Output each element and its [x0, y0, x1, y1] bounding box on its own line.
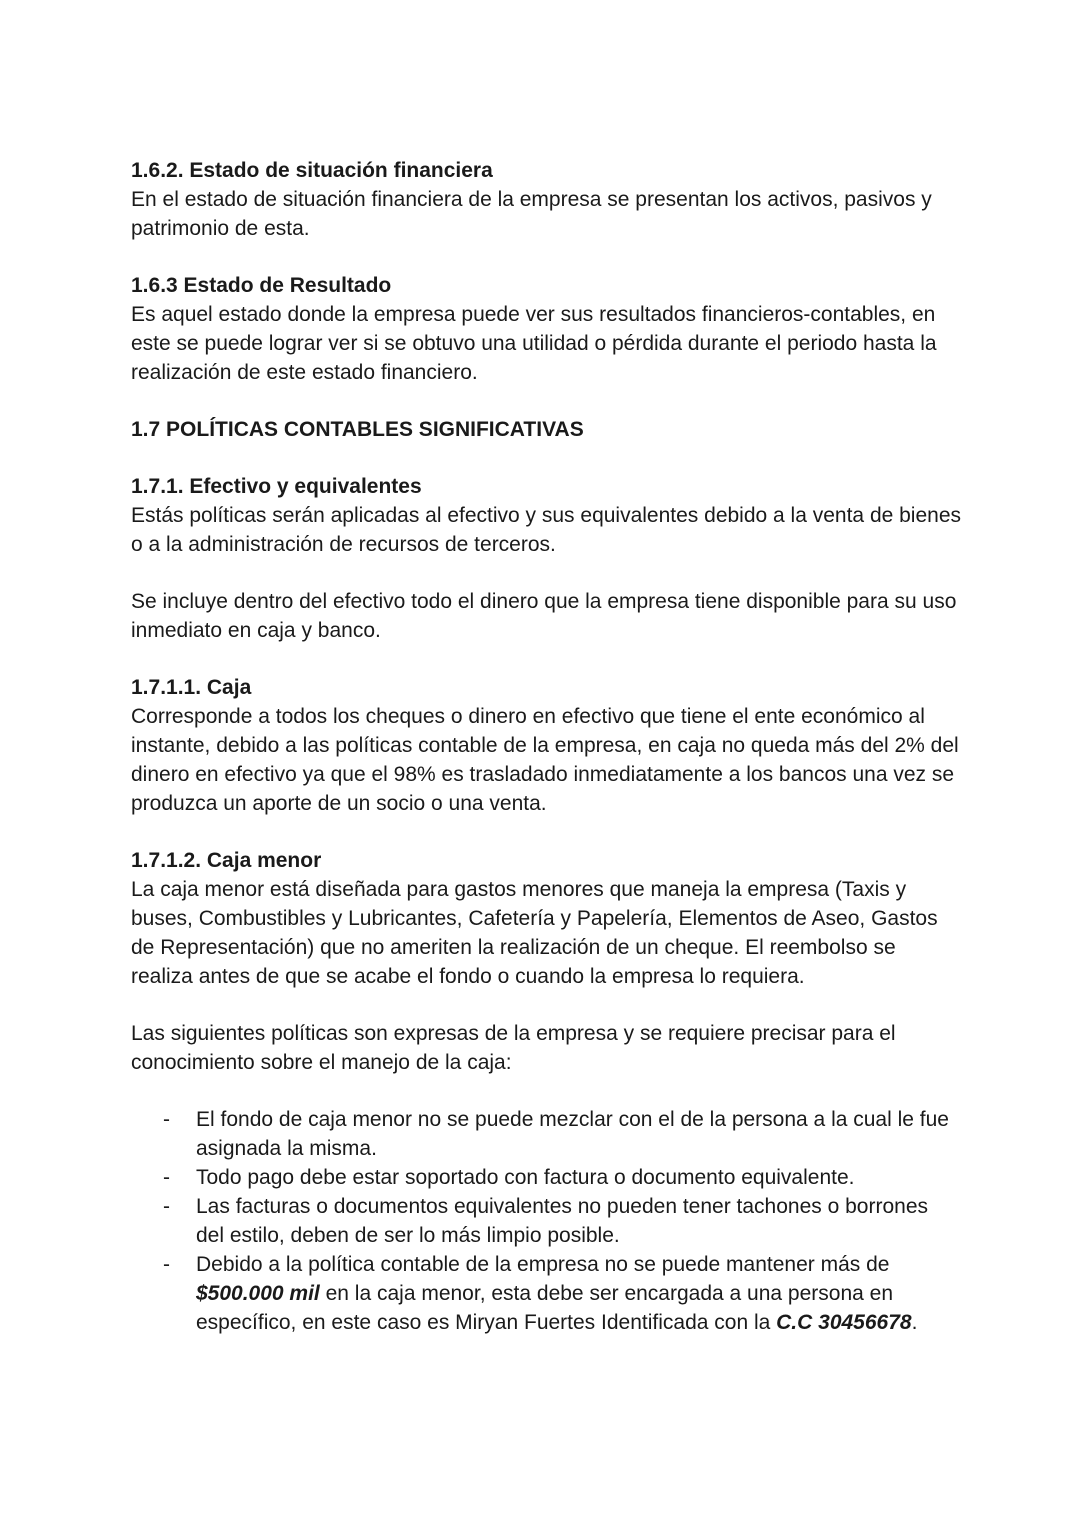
policy-list	[131, 1105, 961, 1337]
paragraph-1-7-1-b: Se incluye dentro del efectivo todo el dinero que la empresa tiene disponible para su uso inmediato en caja y banco.	[131, 590, 957, 642]
bullet-dash: -	[163, 1166, 170, 1189]
bullet-dash: -	[163, 1108, 170, 1131]
heading-1-6-3: 1.6.3 Estado de Resultado	[131, 274, 392, 297]
list-item-text-part3: .	[911, 1311, 918, 1334]
list-item-text-part2: en la caja menor, esta debe ser encargada a una persona en específico, en este caso es Miryan Fuertes Identificada con la	[196, 1282, 893, 1334]
list-item-text: Las facturas o documentos equivalentes no pueden tener tachones o borrones del estilo, deben de ser lo más limpio posible.	[196, 1195, 928, 1247]
list-item-text-part1: Debido a la política contable de la empresa no se puede mantener más de	[196, 1253, 890, 1276]
heading-1-7-1: 1.7.1. Efectivo y equivalentes	[131, 475, 422, 498]
list-item	[163, 1192, 961, 1250]
bullet-dash: -	[163, 1253, 170, 1276]
list-item	[163, 1250, 961, 1337]
list-item-text: Todo pago debe estar soportado con factura o documento equivalente.	[196, 1166, 855, 1189]
paragraph-1-7-1-1: Corresponde a todos los cheques o dinero en efectivo que tiene el ente económico al instante, debido a las políticas contable de la empresa, en caja no queda más del 2% del dinero en efectivo ya que el 98% es trasladado inmediatamente a los bancos una vez se produzca un aporte de un socio o una venta.	[131, 705, 959, 815]
paragraph-1-7-1-2-b: Las siguientes políticas son expresas de la empresa y se requiere precisar para el conocimiento sobre el manejo de la caja:	[131, 1022, 896, 1074]
heading-1-7: 1.7 POLÍTICAS CONTABLES SIGNIFICATIVAS	[131, 418, 584, 441]
paragraph-1-7-1-a: Estás políticas serán aplicadas al efectivo y sus equivalentes debido a la venta de bienes o a la administración de recursos de terceros.	[131, 504, 962, 556]
list-item	[163, 1163, 961, 1192]
paragraph-1-7-1-2-a: La caja menor está diseñada para gastos menores que maneja la empresa (Taxis y buses, Combustibles y Lubricantes, Cafetería y Papelería, Elementos de Aseo, Gastos de Representación) que no ameriten la realización de un cheque. El reembolso se realiza antes de que se acabe el fondo o cuando la empresa lo requiera.	[131, 878, 938, 988]
bullet-dash: -	[163, 1195, 170, 1218]
amount-emphasis: $500.000 mil	[196, 1282, 320, 1305]
list-item	[163, 1105, 961, 1163]
paragraph-1-6-3: Es aquel estado donde la empresa puede ver sus resultados financieros-contables, en este se puede lograr ver si se obtuvo una utilidad o pérdida durante el periodo hasta la realización de este estado financiero.	[131, 303, 937, 384]
id-number-emphasis: C.C 30456678	[776, 1311, 912, 1334]
document-page	[131, 156, 961, 1337]
heading-1-6-2: 1.6.2. Estado de situación financiera	[131, 159, 493, 182]
heading-1-7-1-1: 1.7.1.1. Caja	[131, 676, 252, 699]
heading-1-7-1-2: 1.7.1.2. Caja menor	[131, 849, 322, 872]
paragraph-1-6-2: En el estado de situación financiera de la empresa se presentan los activos, pasivos y patrimonio de esta.	[131, 188, 932, 240]
list-item-text: El fondo de caja menor no se puede mezclar con el de la persona a la cual le fue asignada la misma.	[196, 1108, 949, 1160]
